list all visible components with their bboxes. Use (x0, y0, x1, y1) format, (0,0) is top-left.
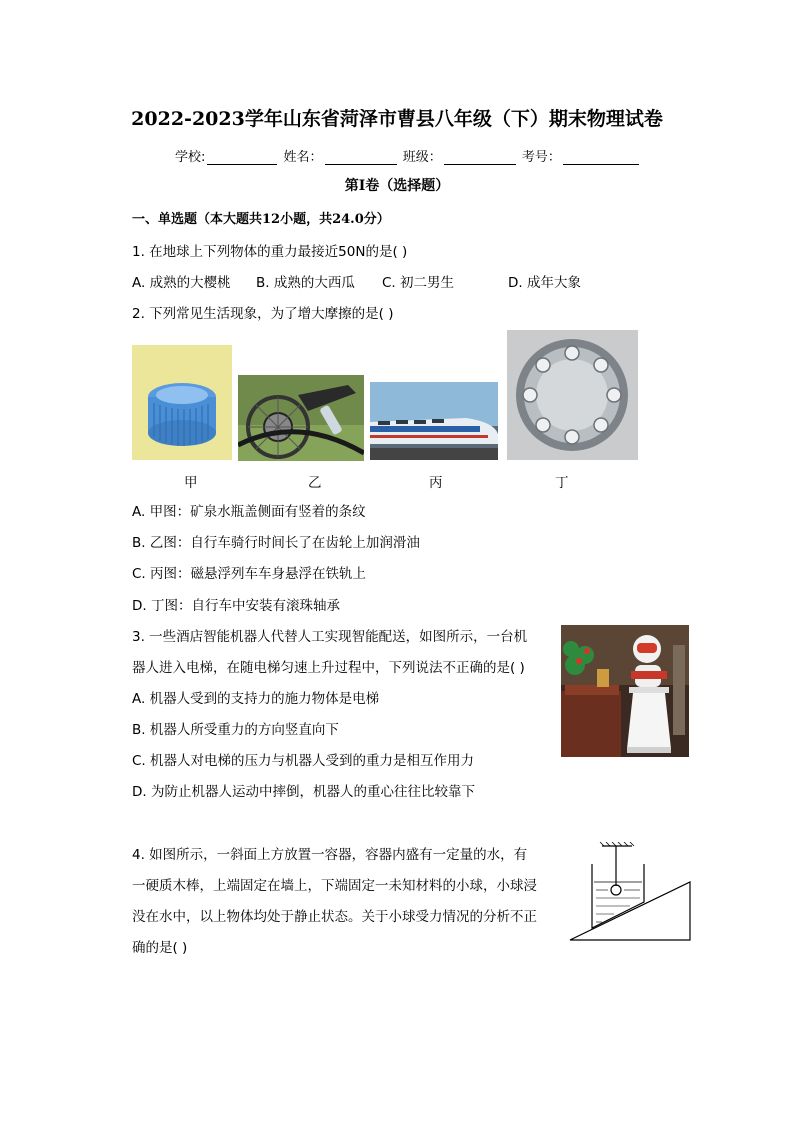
school-blank[interactable] (207, 150, 277, 165)
question-4-line-1: 4. 如图所示，一斜面上方放置一容器，容器内盛有一定量的水，有 (132, 847, 528, 863)
name-blank[interactable] (325, 150, 397, 165)
q3-option-a[interactable]: A. 机器人受到的支持力的施力物体是电梯 (132, 691, 380, 707)
q1-option-a[interactable]: A. 成熟的大樱桃 (132, 275, 231, 291)
section-title: 第I卷（选择题） (344, 178, 450, 194)
q1-option-c[interactable]: C. 初二男生 (382, 275, 455, 291)
q2-option-d[interactable]: D. 丁图：自行车中安装有滚珠轴承 (132, 598, 340, 614)
caption-bing: 丙 (429, 475, 443, 491)
caption-yi: 乙 (308, 475, 322, 491)
question-4-line-3: 没在水中，以上物体均处于静止状态。关于小球受力情况的分析不正 (132, 909, 537, 925)
bicycle-gear-image (238, 375, 364, 461)
q3-option-c[interactable]: C. 机器人对电梯的压力与机器人受到的重力是相互作用力 (132, 753, 475, 769)
q1-option-d[interactable]: D. 成年大象 (508, 275, 581, 291)
name-label: 姓名： (283, 150, 323, 165)
incline-container-diagram (566, 842, 694, 944)
question-3-line-1: 3. 一些酒店智能机器人代替人工实现智能配送，如图所示，一台机 (132, 629, 528, 645)
class-label: 班级： (402, 150, 442, 165)
page-title: 2022-2023学年山东省菏泽市曹县八年级（下）期末物理试卷 (131, 108, 663, 130)
q3-option-d[interactable]: D. 为防止机器人运动中摔倒，机器人的重心往往比较靠下 (132, 784, 475, 800)
q3-option-b[interactable]: B. 机器人所受重力的方向竖直向下 (132, 722, 339, 738)
robot-image (561, 625, 689, 757)
caption-jia: 甲 (184, 475, 198, 491)
q1-option-b[interactable]: B. 成熟的大西瓜 (256, 275, 355, 291)
question-3-line-2: 器人进入电梯，在随电梯匀速上升过程中，下列说法不正确的是( ) (132, 660, 525, 676)
question-2: 2. 下列常见生活现象，为了增大摩擦的是( ) (132, 306, 394, 322)
question-4-line-4: 确的是( ) (132, 940, 188, 956)
maglev-train-image (370, 382, 498, 460)
q2-option-c[interactable]: C. 丙图：磁悬浮列车车身悬浮在铁轨上 (132, 566, 367, 582)
student-info-line (175, 146, 641, 165)
q2-option-b[interactable]: B. 乙图：自行车骑行时间长了在齿轮上加润滑油 (132, 535, 420, 551)
number-label: 考号： (521, 150, 561, 165)
bottle-cap-image (132, 345, 232, 460)
caption-ding: 丁 (555, 475, 569, 491)
part-title: 一、单选题（本大题共12小题，共24.0分） (132, 212, 390, 227)
q2-option-a[interactable]: A. 甲图：矿泉水瓶盖侧面有竖着的条纹 (132, 504, 366, 520)
question-4-line-2: 一硬质木棒，上端固定在墙上，下端固定一未知材料的小球，小球浸 (132, 878, 537, 894)
number-blank[interactable] (563, 150, 639, 165)
class-blank[interactable] (444, 150, 516, 165)
school-label: 学校: (175, 150, 206, 165)
question-1: 1. 在地球上下列物体的重力最接近50N的是( ) (132, 244, 408, 260)
ball-bearing-image (507, 330, 638, 460)
